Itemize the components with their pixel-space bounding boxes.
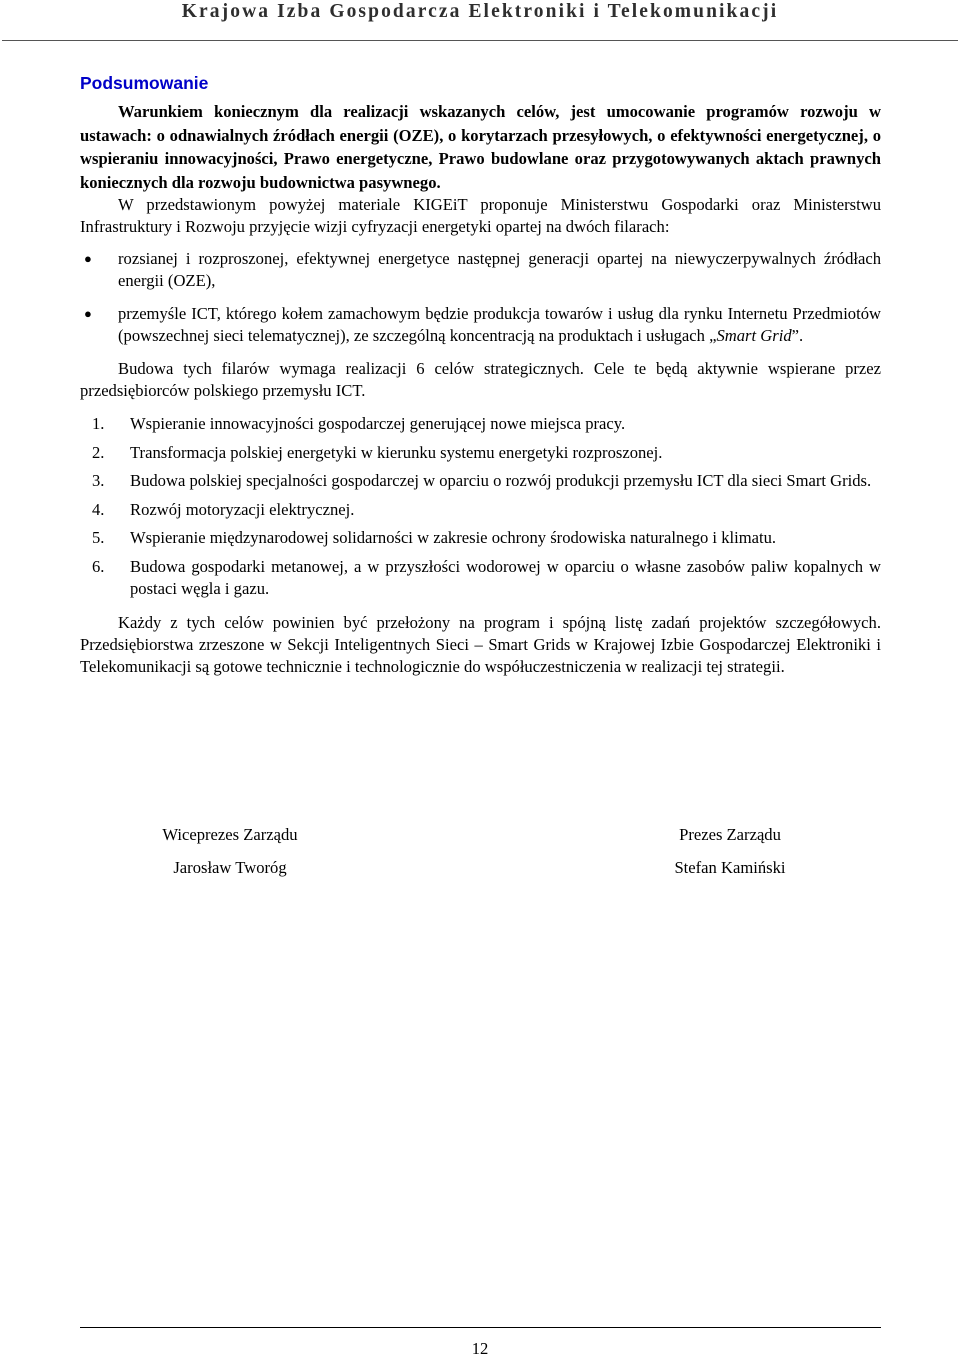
list-item bbox=[80, 248, 881, 292]
goal-text: Transformacja polskiej energetyki w kierunku systemu energetyki rozproszonej. bbox=[130, 442, 663, 462]
pillars-paragraph: Budowa tych filarów wymaga realizacji 6 celów strategicznych. Cele te będą aktywnie wspierane przez przedsiębiorców polskiego przemysłu ICT. bbox=[80, 359, 881, 400]
signatures bbox=[80, 818, 881, 888]
list-item bbox=[80, 556, 881, 600]
signature-name: Stefan Kamiński bbox=[674, 858, 786, 877]
goal-text: Budowa polskiej specjalności gospodarczej w oparciu o rozwój produkcji przemysłu ICT dla sieci Smart Grids. bbox=[130, 471, 872, 490]
goal-text: Budowa gospodarki metanowej, a w przyszłości wodorowej w oparciu o własne zasobów paliw kopalnych w postaci węgla i gazu. bbox=[130, 556, 881, 598]
list-item bbox=[80, 499, 881, 521]
page-content bbox=[80, 70, 881, 678]
intro-paragraph: W przedstawionym powyżej materiale KIGEiT proponuje Ministerstwu Gospodarki oraz Ministerstwu Infrastruktury i Rozwoju przyjęcie wizji cyfryzacji energetyki opartej na dwóch filarach: bbox=[80, 195, 881, 236]
goal-number: 1. bbox=[92, 414, 105, 433]
bullet-icon: ● bbox=[84, 251, 92, 266]
goal-text: Wspieranie innowacyjności gospodarczej generującej nowe miejsca pracy. bbox=[130, 414, 626, 433]
signature-name: Jarosław Tworóg bbox=[173, 858, 287, 877]
list-item bbox=[80, 303, 881, 347]
page-header bbox=[0, 0, 960, 40]
section-title: Podsumowanie bbox=[80, 73, 209, 93]
bullet-text-italic: Smart Grid bbox=[716, 326, 792, 345]
bullet-icon: ● bbox=[84, 306, 92, 321]
goal-number: 4. bbox=[92, 499, 105, 519]
pillars-list bbox=[80, 248, 881, 347]
signature-left bbox=[140, 818, 320, 884]
signature-role: Wiceprezes Zarządu bbox=[162, 825, 298, 844]
goals-list bbox=[80, 413, 881, 600]
goal-text: Wspieranie międzynarodowej solidarności w zakresie ochrony środowiska naturalnego i klimatu. bbox=[130, 528, 777, 547]
list-item bbox=[80, 413, 881, 435]
goal-text: Rozwój motoryzacji elektrycznej. bbox=[130, 499, 355, 519]
page-number: 12 bbox=[471, 1339, 489, 1358]
goal-number: 6. bbox=[92, 556, 105, 576]
closing-paragraph: Każdy z tych celów powinien być przełożony na program i spójną listę zadań projektów szczegółowych. Przedsiębiorstwa zrzeszone w Sekcji Inteligentnych Sieci – Smart Grids w Krajowej Izbie Gospodarczej Elektroniki i Telekomunikacji są gotowe technicznie i technologicznie do współuczestniczenia w realizacji tej strategii. bbox=[80, 612, 881, 676]
summary-paragraph: Warunkiem koniecznym dla realizacji wskazanych celów, jest umocowanie programów rozwoju w ustawach: o odnawialnych źródłach energii (OZE), o korytarzach przesyłowych, o efektywności energetycznej, o wspieraniu innowacyjności, Prawo energetyczne, Prawo budowlane oraz przygotowywanych aktach prawnych koniecznych dla rozwoju budownictwa pasywnego. bbox=[80, 102, 881, 192]
list-item bbox=[80, 470, 881, 492]
bullet-text-end: ”. bbox=[791, 326, 804, 345]
bullet-text: rozsianej i rozproszonej, efektywnej energetyce następnej generacji opartej na niewyczerpywalnych źródłach energii (OZE), bbox=[118, 249, 881, 290]
bullet-text: przemyśle ICT, którego kołem zamachowym będzie produkcja towarów i usług dla rynku Internetu Przedmiotów (powszechnej sieci telematycznej), ze szczególną koncentracją na produktach i usługach „ bbox=[118, 304, 881, 345]
signature-right bbox=[640, 818, 820, 884]
list-item bbox=[80, 442, 881, 464]
list-item bbox=[80, 527, 881, 549]
goal-number: 2. bbox=[92, 442, 105, 462]
goal-number: 5. bbox=[92, 528, 105, 547]
header-title: Krajowa Izba Gospodarcza Elektroniki i Telekomunikacji bbox=[181, 1, 779, 22]
signature-role: Prezes Zarządu bbox=[679, 825, 781, 844]
goal-number: 3. bbox=[92, 471, 105, 490]
header-rule bbox=[2, 40, 958, 41]
footer-rule bbox=[80, 1327, 881, 1328]
